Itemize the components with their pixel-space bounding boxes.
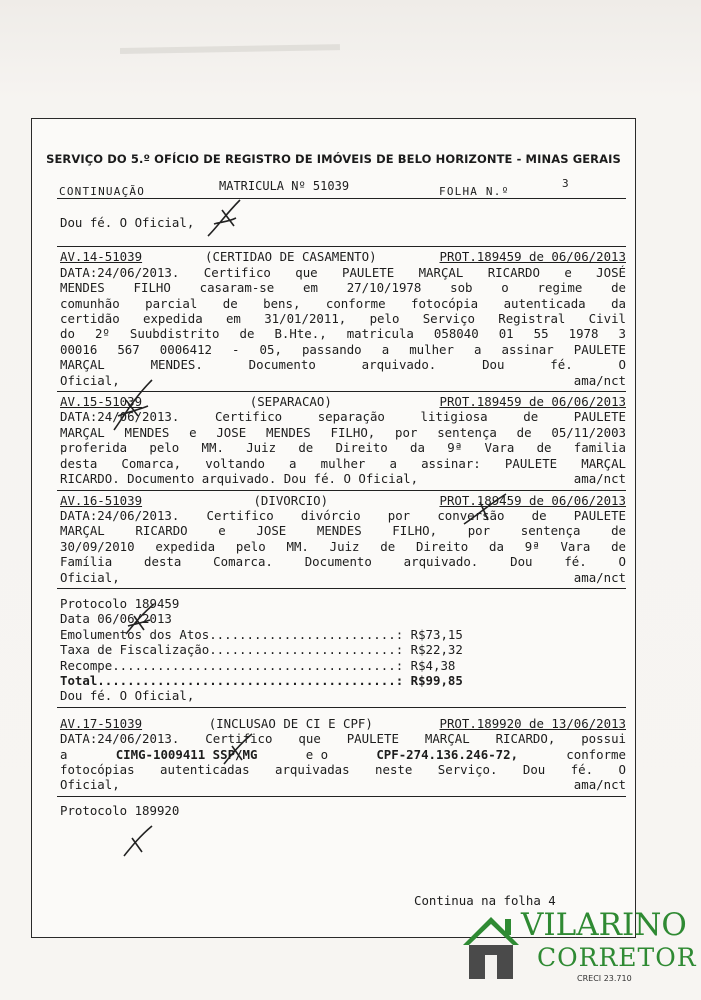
- text-line: MENDES FILHO casaram-se em 27/10/1978 sob o regime de: [60, 280, 626, 296]
- text-line: Família desta Comarca. Documento arquivado. Dou fé. O: [60, 554, 626, 570]
- initials: ama/nct: [573, 569, 626, 585]
- initials: ama/nct: [573, 471, 626, 487]
- dou-fe-line: Dou fé. O Oficial,: [60, 688, 195, 704]
- protocol-number: Protocolo 189920: [60, 802, 180, 818]
- entry-code: AV.15-51039: [60, 394, 143, 410]
- text-line: [60, 747, 626, 762]
- signature-mark: [108, 376, 158, 436]
- text-line: MARÇAL MENDES e JOSE MENDES FILHO, por sentença de 05/11/2003: [60, 424, 626, 440]
- bleed-through-text: [120, 38, 350, 64]
- text-e-o: e o: [305, 746, 329, 762]
- fee-label: Taxa de Fiscalização.........................:: [60, 642, 404, 658]
- text-line: 00016 567 0006412 - 05, passando a mulher a assinar PAULETE: [60, 341, 626, 357]
- entry-type: (INCLUSAO DE CI E CPF): [208, 715, 373, 731]
- oficial-label: Oficial,: [60, 569, 120, 585]
- entry-protocol: PROT.189459 de 06/06/2013: [439, 394, 626, 410]
- entry-header: [60, 249, 626, 264]
- entry-type: (SEPARACAO): [249, 394, 332, 410]
- entry-header: [60, 493, 626, 508]
- fee-label: Total........................................:: [60, 672, 404, 688]
- entry-protocol: PROT.189920 de 13/06/2013: [439, 715, 626, 731]
- entry-av16: [57, 491, 626, 589]
- continuacao-label: CONTINUAÇÃO: [59, 185, 146, 198]
- registry-office-title: SERVIÇO DO 5.º OFÍCIO DE REGISTRO DE IMÓVEIS DE BELO HORIZONTE - MINAS GERAIS: [46, 152, 621, 166]
- fee-total-row: [60, 673, 626, 688]
- fee-value: R$73,15: [410, 626, 463, 642]
- entry-code: AV.14-51039: [60, 249, 143, 265]
- ci-number: CIMG-1009411 SSP/MG: [115, 746, 258, 762]
- signature-mark: [200, 196, 250, 246]
- entry-av17: [57, 708, 626, 797]
- registry-document: [57, 176, 626, 818]
- text-line: MARÇAL MENDES. Documento arquivado. Dou fé. O: [60, 357, 626, 373]
- intro-block: [57, 199, 626, 247]
- initials: ama/nct: [573, 372, 626, 388]
- logo-creci: CRECI 23.710: [577, 974, 632, 983]
- vilarino-logo: [459, 905, 695, 995]
- logo-name: VILARINO: [521, 907, 687, 943]
- text-line: proferida pelo MM. Juiz de Direito da 9ª Vara de familia: [60, 440, 626, 456]
- intro-line: Dou fé. O Oficial,: [60, 215, 195, 230]
- fee-row: [60, 642, 626, 657]
- text-line: desta Comarca, voltando a mulher a assinar: PAULETE MARÇAL: [60, 455, 626, 471]
- text-line: DATA:24/06/2013. Certifico divórcio por conversão de PAULETE: [60, 507, 626, 523]
- text-line: do 2º Suubdistrito de B.Hte., matricula 058040 01 55 1978 3: [60, 326, 626, 342]
- protocol-number: Protocolo 189459: [60, 595, 180, 611]
- folha-label: FOLHA N.º: [439, 185, 510, 198]
- oficial-label: Oficial,: [60, 777, 120, 793]
- text-line: fotocópias autenticadas arquivadas neste Serviço. Dou fé. O: [60, 762, 626, 777]
- house-icon: [461, 909, 521, 981]
- text-a: a: [60, 746, 68, 762]
- text-line: DATA:24/06/2013. Certifico que PAULETE MARÇAL RICARDO, possui: [60, 731, 626, 747]
- signature-mark: [120, 600, 160, 640]
- entry-code: AV.17-51039: [60, 715, 143, 731]
- entry-code: AV.16-51039: [60, 492, 143, 508]
- text-line: certidão expedida em 31/01/2011, pelo Serviço Registral Civil: [60, 311, 626, 327]
- continua-na-folha: Continua na folha 4: [414, 893, 556, 908]
- cpf-number: CPF-274.136.246-72,: [376, 746, 519, 762]
- text-conforme: conforme: [566, 746, 626, 762]
- signature-line: [60, 570, 626, 585]
- fee-row: [60, 658, 626, 673]
- protocol-date: Data 06/06/2013: [60, 611, 172, 627]
- entry-header: [60, 716, 626, 731]
- protocol-block: [57, 797, 626, 818]
- fee-value: R$99,85: [410, 672, 463, 688]
- folha-number: 3: [562, 177, 569, 190]
- entry-protocol: PROT.189459 de 06/06/2013: [439, 249, 626, 265]
- fee-label: Recompe......................................:: [60, 657, 404, 673]
- fee-value: R$4,38: [410, 657, 456, 673]
- entry-type: (CERTIDAO DE CASAMENTO): [204, 249, 377, 265]
- text-line-end: RICARDO. Documento arquivado. Dou fé. O Oficial,: [60, 471, 419, 487]
- header-row: [57, 176, 626, 199]
- signature-mark: [218, 730, 258, 770]
- text-line: DATA:24/06/2013. Certifico separação litigiosa de PAULETE: [60, 409, 626, 425]
- signature-line: [60, 777, 626, 792]
- signature-mark: [460, 490, 510, 530]
- initials: ama/nct: [573, 777, 626, 793]
- text-line: comunhão parcial de bens, conforme fotocópia autenticada da: [60, 295, 626, 311]
- entry-av14: [57, 247, 626, 392]
- fee-label: Emolumentos dos Atos.........................:: [60, 626, 404, 642]
- text-line: DATA:24/06/2013. Certifico que PAULETE MARÇAL RICARDO e JOSÉ: [60, 264, 626, 280]
- matricula-number: MATRICULA Nº 51039: [219, 179, 350, 193]
- entry-protocol: PROT.189459 de 06/06/2013: [439, 492, 626, 508]
- signature-mark: [118, 822, 158, 862]
- logo-subtitle: CORRETOR: [537, 943, 697, 972]
- entry-type: (DIVORCIO): [253, 492, 329, 508]
- text-line: MARÇAL RICARDO e JOSE MENDES FILHO, por sentença de: [60, 523, 626, 539]
- text-line: 30/09/2010 expedida pelo MM. Juiz de Direito da 9ª Vara de: [60, 538, 626, 554]
- fee-value: R$22,32: [410, 642, 463, 658]
- signature-line: [60, 471, 626, 486]
- oficial-label: Oficial,: [60, 372, 120, 388]
